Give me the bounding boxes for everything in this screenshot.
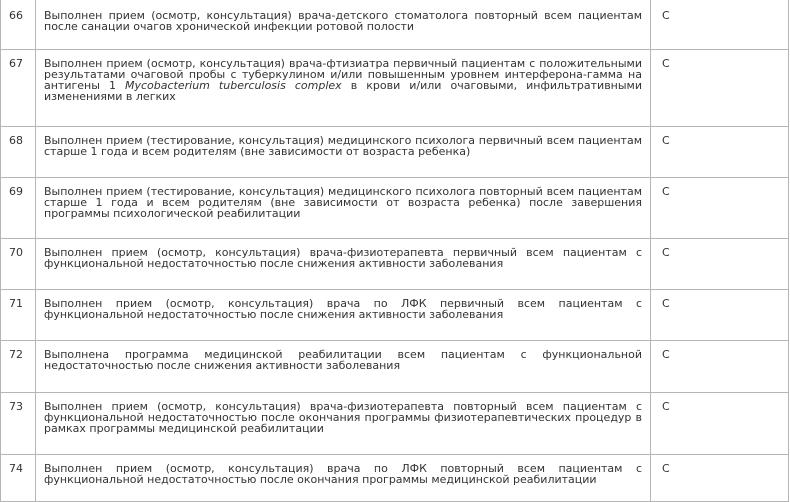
table-row: [1, 290, 789, 341]
criterion-text-part: в крови и/или очаговыми, инфильтративными изменениями в легких: [44, 79, 643, 103]
row-number: 68: [1, 127, 36, 178]
evidence-level: С: [651, 0, 789, 50]
table-row: [1, 127, 789, 178]
row-number: 74: [1, 455, 36, 502]
evidence-level: С: [651, 393, 789, 455]
table-row: [1, 239, 789, 290]
row-number: 69: [1, 178, 36, 239]
evidence-level: С: [651, 341, 789, 393]
criterion-text: Выполнен прием (осмотр, консультация) врача-физиотерапевта повторный всем пациентам с функциональной недостаточностью после окончания программы физиотерапевтических процедур в рамках программы медицинской реабилитации: [36, 393, 651, 455]
criterion-text: Выполнен прием (тестирование, консультация) медицинского психолога повторный всем пациентам старше 1 года и всем родителям (вне зависимости от возраста ребенка) после завершения программы психологической реабилитации: [36, 178, 651, 239]
criterion-text: Выполнен прием (осмотр, консультация) врача по ЛФК повторный всем пациентам с функциональной недостаточностью после окончания программы медицинской реабилитации: [36, 455, 651, 502]
evidence-level: С: [651, 290, 789, 341]
evidence-level: С: [651, 50, 789, 127]
criterion-text: Выполнен прием (осмотр, консультация) врача по ЛФК первичный всем пациентам с функциональной недостаточностью после снижения активности заболевания: [36, 290, 651, 341]
evidence-level: С: [651, 127, 789, 178]
row-number: 67: [1, 50, 36, 127]
criterion-text-part: Выполнен прием (осмотр, консультация) врача-фтизиатра первичный пациентам с положительными результатами очаговой пробы с туберкулином и/или повышенным уровнем интерферона-гамма на антигены 1: [44, 57, 642, 92]
table-row: [1, 0, 789, 50]
table-row: [1, 341, 789, 393]
table-row: [1, 393, 789, 455]
criterion-text: Выполнен прием (тестирование, консультация) медицинского психолога первичный всем пациентам старше 1 года и всем родителям (вне зависимости от возраста ребенка): [36, 127, 651, 178]
row-number: 71: [1, 290, 36, 341]
criterion-text-italic: Mycobacterium tuberculosis complex: [125, 79, 342, 92]
row-number: 70: [1, 239, 36, 290]
criterion-text: Выполнена программа медицинской реабилитации всем пациентам с функциональной недостаточностью после снижения активности заболевания: [36, 341, 651, 393]
row-number: 73: [1, 393, 36, 455]
table-row: [1, 455, 789, 502]
table-row: [1, 50, 789, 127]
table-row: [1, 178, 789, 239]
evidence-level: С: [651, 178, 789, 239]
criterion-text: Выполнен прием (осмотр, консультация) врача-детского стоматолога повторный всем пациентам после санации очагов хронической инфекции ротовой полости: [36, 0, 651, 50]
criterion-text: Выполнен прием (осмотр, консультация) врача-физиотерапевта первичный всем пациентам с функциональной недостаточностью после снижения активности заболевания: [36, 239, 651, 290]
criterion-text: [36, 50, 651, 127]
row-number: 72: [1, 341, 36, 393]
row-number: 66: [1, 0, 36, 50]
evidence-level: С: [651, 455, 789, 502]
evidence-level: С: [651, 239, 789, 290]
